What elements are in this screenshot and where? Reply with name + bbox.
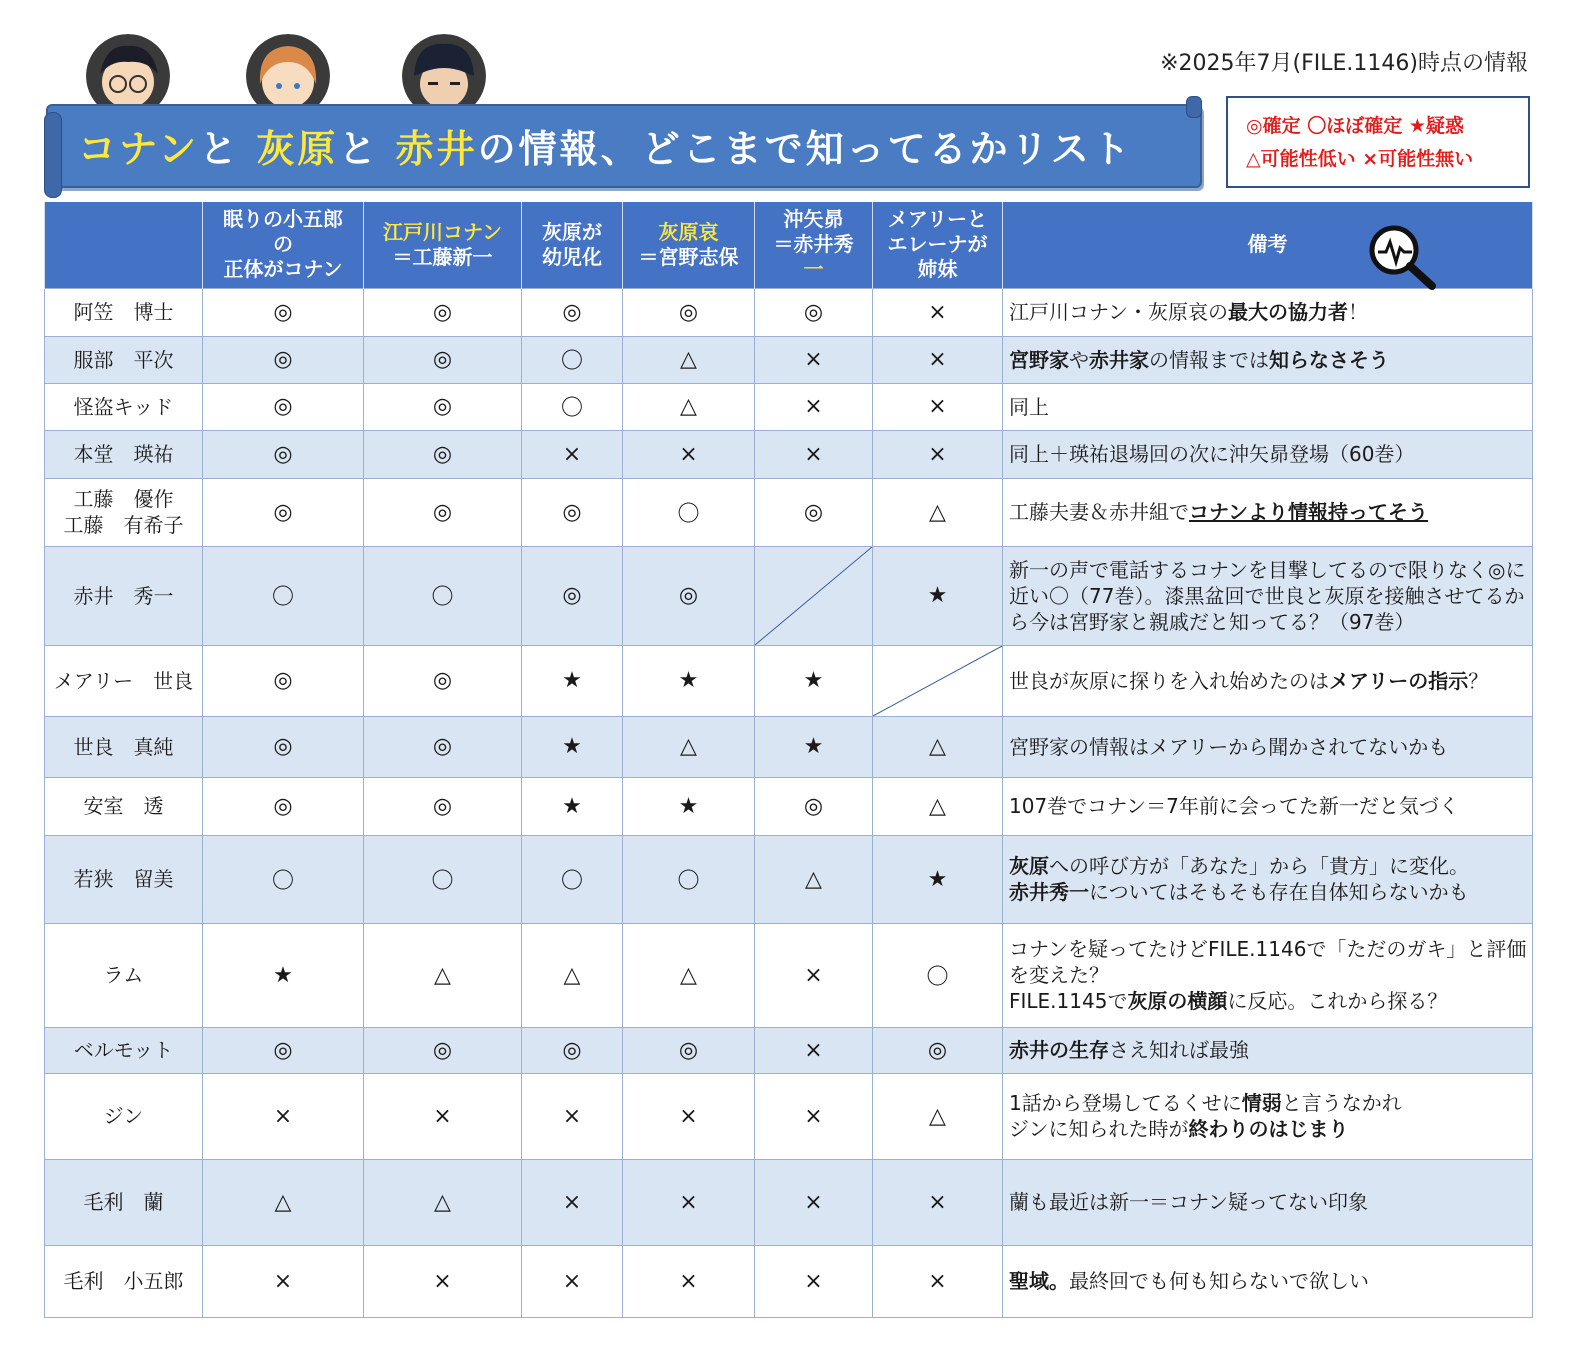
remark-text: 宮野家: [1009, 347, 1069, 372]
status-cell: ×: [755, 1027, 873, 1073]
remarks-cell: [1003, 645, 1533, 716]
remark-text: 1話から登場してるくせに: [1009, 1091, 1242, 1115]
status-cell: ◎: [203, 288, 364, 336]
status-cell: ◎: [755, 777, 873, 835]
table-row: [45, 288, 1533, 336]
status-cell: 〇: [623, 478, 755, 546]
banner-scroll-right: [1186, 96, 1202, 118]
header-remarks: 備考: [1003, 202, 1533, 288]
status-cell: △: [873, 478, 1003, 546]
remark-text: 知らなさそう: [1269, 347, 1389, 372]
status-cell: △: [623, 336, 755, 383]
remark-text: コナンより情報持ってそう: [1189, 500, 1428, 524]
status-cell: ★: [522, 777, 623, 835]
status-cell: △: [364, 923, 522, 1027]
remark-text: に反応。これから探る？: [1227, 989, 1448, 1013]
status-cell: ×: [755, 336, 873, 383]
status-cell: ◎: [364, 478, 522, 546]
status-cell: ◎: [203, 478, 364, 546]
status-cell: 〇: [522, 383, 623, 430]
remark-text: FILE.1145で: [1009, 989, 1128, 1013]
status-cell: ◎: [203, 716, 364, 777]
table-row: [45, 1159, 1533, 1245]
remark-text: 赤井の生存: [1009, 1038, 1109, 1062]
date-note: ※2025年7月(FILE.1146)時点の情報: [1160, 51, 1528, 76]
remark-text: 終わりのはじまり: [1188, 1117, 1349, 1141]
status-cell: ◎: [873, 1027, 1003, 1073]
table-row: [45, 546, 1533, 645]
status-cell: ×: [203, 1245, 364, 1317]
character-name: 若狭 留美: [45, 835, 203, 923]
status-cell: △: [203, 1159, 364, 1245]
remark-text: ？: [1468, 668, 1489, 693]
status-cell: 〇: [873, 923, 1003, 1027]
status-cell: ×: [873, 1245, 1003, 1317]
remark-text: 最終回でも何も知らないで欲しい: [1069, 1269, 1369, 1293]
status-cell: ◎: [364, 777, 522, 835]
page-title: コナンと 灰原と 赤井の情報、どこまで知ってるかリスト: [78, 127, 1133, 171]
table-row: [45, 645, 1533, 716]
status-cell: ◎: [364, 645, 522, 716]
status-cell: 〇: [522, 336, 623, 383]
remark-text: 同上＋瑛祐退場回の次に沖矢昴登場（60巻）: [1009, 442, 1415, 466]
not-applicable-cell: [755, 546, 873, 645]
table-row: [45, 923, 1533, 1027]
status-cell: ◎: [364, 288, 522, 336]
status-cell: ◎: [203, 383, 364, 430]
status-cell: 〇: [203, 835, 364, 923]
table-row: [45, 430, 1533, 478]
status-cell: ◎: [364, 336, 522, 383]
status-cell: ◎: [203, 645, 364, 716]
status-cell: ◎: [755, 288, 873, 336]
character-name: 本堂 瑛祐: [45, 430, 203, 478]
character-name: ベルモット: [45, 1027, 203, 1073]
status-cell: ×: [873, 430, 1003, 478]
table-row: [45, 835, 1533, 923]
status-cell: ×: [623, 1073, 755, 1159]
remarks-cell: [1003, 430, 1533, 478]
status-cell: ◎: [364, 383, 522, 430]
header-mary-elena-sisters: メアリーと エレーナが 姉妹: [873, 202, 1003, 288]
status-cell: 〇: [203, 546, 364, 645]
character-name: 怪盗キッド: [45, 383, 203, 430]
character-name: 赤井 秀一: [45, 546, 203, 645]
status-cell: △: [364, 1159, 522, 1245]
status-cell: 〇: [522, 835, 623, 923]
status-cell: ×: [873, 288, 1003, 336]
status-cell: ★: [873, 835, 1003, 923]
status-cell: 〇: [364, 835, 522, 923]
remarks-cell: [1003, 777, 1533, 835]
status-cell: ×: [755, 923, 873, 1027]
remark-text: 赤井秀一: [1009, 880, 1089, 904]
remark-text: ！: [1348, 300, 1368, 324]
remark-text: 世良が灰原に探りを入れ始めたのは: [1009, 668, 1329, 693]
header-corner: [45, 202, 203, 288]
remarks-cell: [1003, 336, 1533, 383]
character-name: メアリー 世良: [45, 645, 203, 716]
status-cell: ★: [522, 645, 623, 716]
table-row: [45, 1073, 1533, 1159]
remarks-cell: [1003, 288, 1533, 336]
remark-text: の情報までは: [1149, 347, 1269, 372]
remark-text: 最大の協力者: [1228, 300, 1348, 324]
status-cell: ◎: [203, 1027, 364, 1073]
status-cell: △: [623, 923, 755, 1027]
remarks-cell: [1003, 546, 1533, 645]
table-row: [45, 336, 1533, 383]
remarks-cell: [1003, 1159, 1533, 1245]
remark-text: や: [1069, 347, 1089, 372]
status-cell: ◎: [623, 288, 755, 336]
table-row: [45, 383, 1533, 430]
not-applicable-cell: [873, 645, 1003, 716]
remarks-cell: [1003, 1027, 1533, 1073]
remarks-cell: [1003, 478, 1533, 546]
status-cell: ★: [873, 546, 1003, 645]
status-cell: ×: [623, 1245, 755, 1317]
status-cell: ◎: [623, 546, 755, 645]
status-cell: ◎: [364, 430, 522, 478]
status-cell: ◎: [203, 430, 364, 478]
status-cell: ◎: [364, 1027, 522, 1073]
remark-text: 蘭も最近は新一＝コナン疑ってない印象: [1009, 1190, 1368, 1214]
status-cell: ×: [364, 1073, 522, 1159]
status-cell: ×: [623, 430, 755, 478]
status-cell: ◎: [203, 777, 364, 835]
character-name: ラム: [45, 923, 203, 1027]
status-cell: ◎: [623, 1027, 755, 1073]
status-cell: ◎: [522, 1027, 623, 1073]
status-cell: △: [522, 923, 623, 1027]
table-row: [45, 716, 1533, 777]
header-haibara-is-shiho: 灰原哀 ＝宮野志保: [623, 202, 755, 288]
remark-text: と言うなかれ: [1281, 1091, 1402, 1115]
remarks-cell: [1003, 1245, 1533, 1317]
remarks-cell: [1003, 383, 1533, 430]
status-cell: ◎: [522, 546, 623, 645]
remark-text: 情弱: [1241, 1091, 1282, 1115]
status-cell: ◎: [522, 478, 623, 546]
remark-text: メアリーの指示: [1329, 668, 1469, 693]
remark-text: 灰原の横顔: [1127, 989, 1228, 1013]
header-sleeping-kogoro: 眠りの小五郎 の 正体がコナン: [203, 202, 364, 288]
status-cell: △: [873, 1073, 1003, 1159]
remark-text: 新一の声で電話するコナンを目撃してるので限りなく◎に近い〇（77巻）。漆黒盆回で世良と灰原を接触させてるから今は宮野家と親戚だと知ってる？（97巻）: [1009, 557, 1526, 634]
status-cell: ×: [755, 1245, 873, 1317]
status-cell: ×: [755, 1159, 873, 1245]
status-cell: ×: [755, 1073, 873, 1159]
status-cell: ◎: [522, 288, 623, 336]
remark-text: 江戸川コナン・灰原哀の: [1009, 300, 1228, 324]
status-cell: ◎: [364, 716, 522, 777]
character-name: 服部 平次: [45, 336, 203, 383]
remarks-cell: [1003, 923, 1533, 1027]
status-cell: ×: [522, 1073, 623, 1159]
status-cell: △: [623, 383, 755, 430]
remark-text: コナンを疑ってたけどFILE.1146で「ただのガキ」と評価を変えた？: [1009, 937, 1527, 987]
status-cell: ×: [522, 1245, 623, 1317]
status-cell: ×: [203, 1073, 364, 1159]
remark-text: さえ知れば最強: [1109, 1038, 1249, 1062]
character-name: 毛利 小五郎: [45, 1245, 203, 1317]
status-cell: ★: [755, 645, 873, 716]
character-name: 阿笠 博士: [45, 288, 203, 336]
remark-text: 107巻でコナン＝7年前に会ってた新一だと気づく: [1009, 794, 1459, 818]
status-cell: ×: [623, 1159, 755, 1245]
status-cell: 〇: [623, 835, 755, 923]
character-name: 毛利 蘭: [45, 1159, 203, 1245]
character-name: 工藤 優作 工藤 有希子: [45, 478, 203, 546]
remark-text: への呼び方が「あなた」から「貴方」に変化。: [1049, 854, 1469, 878]
status-cell: △: [873, 777, 1003, 835]
status-cell: ◎: [755, 478, 873, 546]
character-name: 安室 透: [45, 777, 203, 835]
status-cell: △: [755, 835, 873, 923]
banner-scroll-left: [44, 112, 62, 198]
table-row: [45, 478, 1533, 546]
remark-text: についてはそもそも存在自体知らないかも: [1089, 880, 1469, 904]
remark-text: 灰原: [1009, 854, 1049, 878]
status-cell: ★: [623, 777, 755, 835]
status-cell: ×: [522, 1159, 623, 1245]
status-cell: ★: [755, 716, 873, 777]
status-cell: ★: [522, 716, 623, 777]
remark-text: ジンに知られた時が: [1009, 1117, 1189, 1141]
header-conan-is-shinichi: 江戸川コナン ＝工藤新一: [364, 202, 522, 288]
status-cell: ×: [873, 1159, 1003, 1245]
status-cell: △: [873, 716, 1003, 777]
table-row: [45, 1027, 1533, 1073]
status-cell: ×: [873, 336, 1003, 383]
character-name: 世良 真純: [45, 716, 203, 777]
status-cell: ×: [364, 1245, 522, 1317]
table-row: [45, 777, 1533, 835]
character-name: ジン: [45, 1073, 203, 1159]
header-okiya-is-akai: 沖矢昴 ＝赤井秀 一: [755, 202, 873, 288]
header-haibara-shrunk: 灰原が 幼児化: [522, 202, 623, 288]
remark-text: 工藤夫妻＆赤井組で: [1009, 500, 1189, 524]
remarks-cell: [1003, 1073, 1533, 1159]
status-cell: △: [623, 716, 755, 777]
remark-text: 聖域。: [1009, 1269, 1069, 1293]
magnifier-icon: [1366, 222, 1438, 290]
knowledge-table: [44, 202, 1533, 1318]
status-cell: ×: [522, 430, 623, 478]
remarks-cell: [1003, 716, 1533, 777]
status-cell: ◎: [203, 336, 364, 383]
status-cell: ×: [755, 430, 873, 478]
status-cell: ★: [203, 923, 364, 1027]
table-row: [45, 1245, 1533, 1317]
remark-text: 宮野家の情報はメアリーから聞かされてないかも: [1009, 734, 1449, 759]
status-cell: ×: [873, 383, 1003, 430]
remark-text: 赤井家: [1089, 347, 1149, 372]
status-cell: ×: [755, 383, 873, 430]
legend-box: ◎確定 〇ほぼ確定 ★疑惑 △可能性低い ×可能性無い: [1226, 96, 1530, 188]
status-cell: ★: [623, 645, 755, 716]
remarks-cell: [1003, 835, 1533, 923]
remark-text: 同上: [1009, 394, 1049, 419]
status-cell: 〇: [364, 546, 522, 645]
